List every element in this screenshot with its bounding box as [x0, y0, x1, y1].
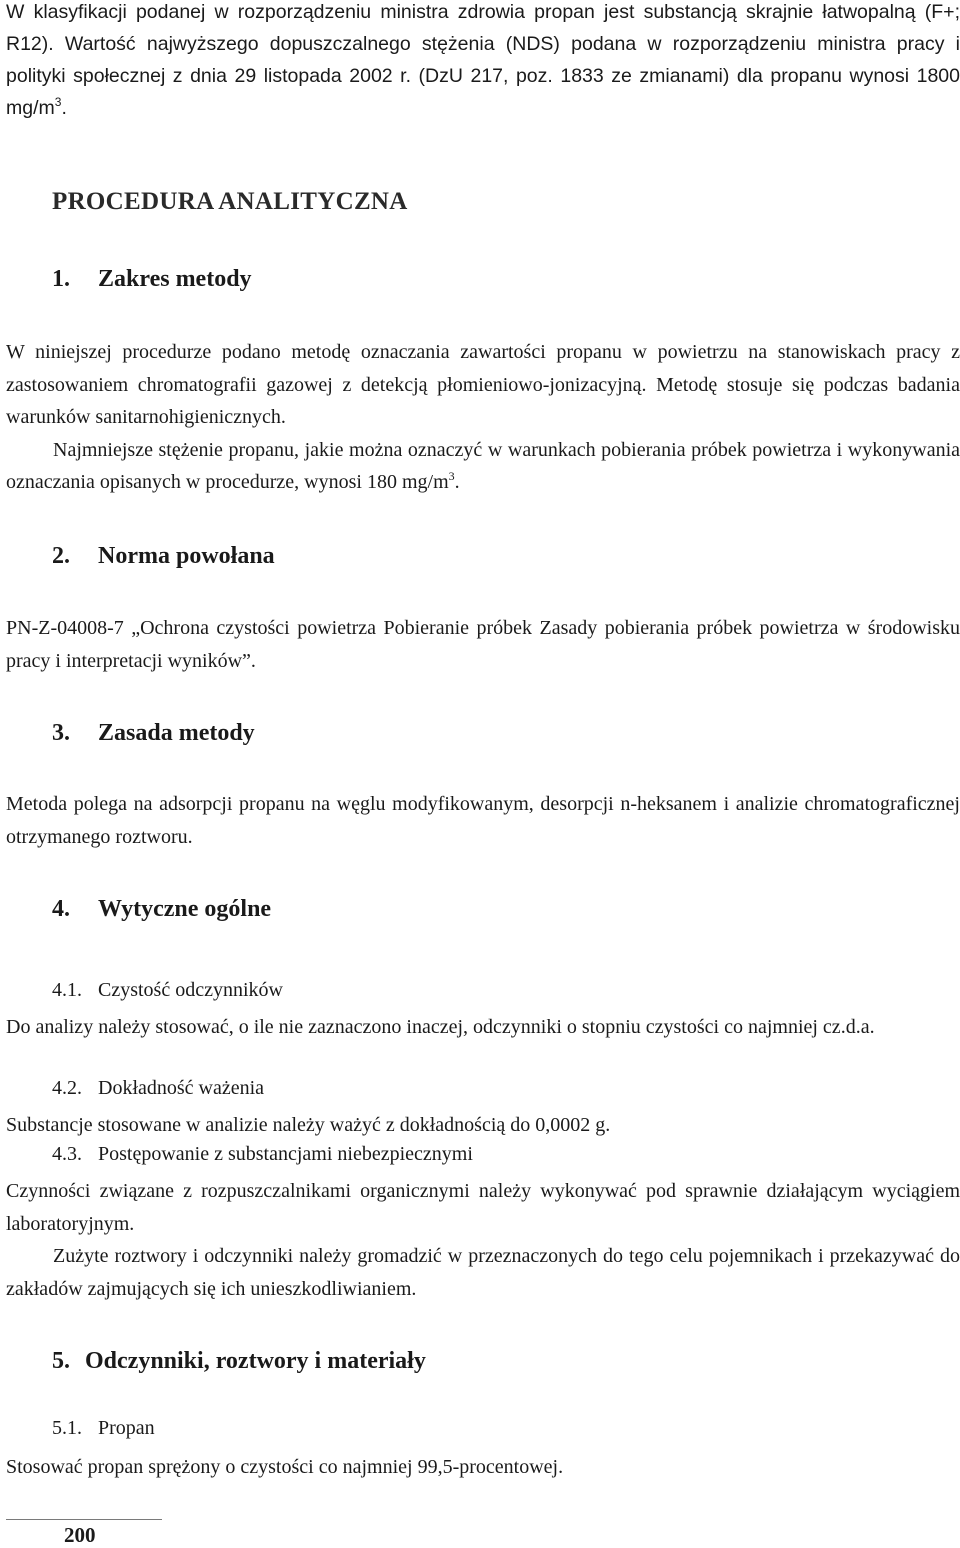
section-1-heading: 1. Zakres metody [52, 266, 252, 292]
page-heading: PROCEDURA ANALITYCZNA [52, 188, 408, 215]
page-number: 200 [64, 1523, 96, 1547]
subsection-4-3-text-2: Zużyte roztwory i odczynniki należy gromadzić w przeznaczonych do tego celu pojemnikach i przekazywać do zakładów zajmujących się ich unieszkodliwianiem. [6, 1245, 960, 1300]
subsection-4-2-text: Substancje stosowane w analizie należy ważyć z dokładnością do 0,0002 g. [6, 1114, 611, 1136]
section-3-heading: 3. Zasada metody [52, 720, 255, 746]
section-2-heading: 2. Norma powołana [52, 543, 275, 569]
intro-paragraph [6, 0, 960, 124]
footer-divider [6, 1519, 162, 1520]
subsection-4-3-body [6, 1175, 960, 1305]
section-3-paragraph: Metoda polega na adsorpcji propanu na węglu modyfikowanym, desorpcji n-heksanem i analizie chromatograficznej otrzymanego roztworu. [6, 793, 960, 848]
section-2-paragraph: PN-Z-04008-7 „Ochrona czystości powietrza Pobieranie próbek Zasady pobierania próbek powietrza w środowisku pracy i interpretacji wyników”. [6, 617, 960, 672]
subsection-5-1-text: Stosować propan sprężony o czystości co najmniej 99,5-procentowej. [6, 1456, 564, 1478]
intro-text: W klasyfikacji podanej w rozporządzeniu ministra zdrowia propan jest substancją skrajnie łatwopalną (F+; R12). Wartość najwyższego dopuszczalnego stężenia (NDS) podana w rozporządzeniu ministra pracy i polityki społecznej z dnia 29 listopada 2002 r. (DzU 217, poz. 1833 ze zmianami) dla propanu wynosi 1800 $mg/m^3$. [6, 1, 960, 119]
subsection-4-1-heading: 4.1. Czystość odczynników [52, 979, 283, 1001]
subsection-4-1-text: Do analizy należy stosować, o ile nie zaznaczono inaczej, odczynniki o stopniu czystości co najmniej cz.d.a. [6, 1016, 875, 1038]
subsection-4-3-heading: 4.3. Postępowanie z substancjami niebezpiecznymi [52, 1143, 473, 1165]
section-2-body [6, 612, 960, 677]
subsection-4-2-heading: 4.2. Dokładność ważenia [52, 1077, 265, 1099]
subsection-4-3-text: Czynności związane z rozpuszczalnikami organicznymi należy wykonywać pod sprawnie działającym wyciągiem laboratoryjnym. [6, 1180, 960, 1235]
section-3-body [6, 788, 960, 853]
section-1-paragraph-1: W niniejszej procedurze podano metodę oznaczania zawartości propanu w powietrzu na stanowiskach pracy z zastosowaniem chromatografii gazowej z detekcją płomieniowo-jonizacyjną. Metodę stosuje się podczas badania warunków sanitarnohigienicznych. [6, 341, 960, 428]
section-1-body [6, 336, 960, 499]
subsection-4-2-body [6, 1109, 960, 1142]
section-5-heading: 5. Odczynniki, roztwory i materiały [52, 1348, 426, 1374]
subsection-5-1-heading: 5.1. Propan [52, 1417, 155, 1439]
section-4-heading: 4. Wytyczne ogólne [52, 896, 272, 922]
subsection-4-1-body [6, 1011, 960, 1044]
section-1-paragraph-2: Najmniejsze stężenie propanu, jakie można oznaczyć w warunkach pobierania próbek powietrza i wykonywania oznaczania opisanych w procedurze, wynosi 180 $mg/m^3$. [6, 438, 960, 493]
subsection-5-1-body [6, 1451, 960, 1484]
